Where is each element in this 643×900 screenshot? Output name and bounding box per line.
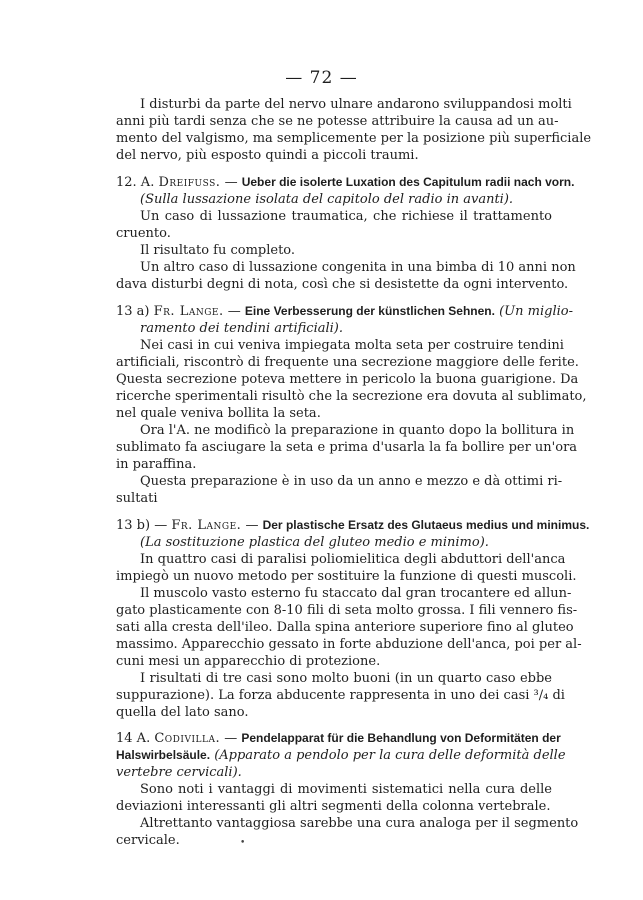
entry-title: Eine Verbesserung der künstlichen Sehnen. (244, 304, 495, 318)
entry-14-heading-cont (116, 747, 566, 764)
entry-dash: — (245, 518, 259, 533)
ink-speck: • (240, 838, 246, 848)
entry-13b-heading (116, 517, 590, 534)
paragraph-line: Nei casi in cui veniva impiegata molta seta per costruire tendini (140, 338, 564, 353)
entry-translation: (La sostituzione plastica del gluteo medio e minimo). (140, 535, 489, 550)
paragraph-line: cuni mesi un apparecchio di protezione. (116, 654, 381, 669)
entry-author: Dreifuss. (158, 175, 221, 190)
entry-number: 13 b) — (116, 518, 168, 533)
entry-title: Der plastische Ersatz des Glutaeus medius und minimus. (262, 518, 590, 532)
paragraph-line: Sono noti i vantaggi di movimenti sistematici nella cura delle (140, 782, 552, 797)
entry-author: Codivilla. (154, 731, 221, 746)
paragraph-line: Un altro caso di lussazione congenita in una bimba di 10 anni non (140, 260, 576, 275)
paragraph-line: ricerche sperimentali risultò che la secrezione era dovuta al sublimato, (116, 389, 587, 404)
paragraph-line: cruento. (116, 226, 171, 241)
paragraph-line: mento del valgismo, ma semplicemente per la posizione più superficiale (116, 131, 592, 146)
paragraph-line: In quattro casi di paralisi poliomielitica degli abduttori dell'anca (140, 552, 566, 567)
entry-translation: ramento dei tendini artificiali). (140, 321, 344, 336)
paragraph-line: Altrettanto vantaggiosa sarebbe una cura analoga per il segmento (140, 816, 579, 831)
paragraph-line: sati alla cresta dell'ileo. Dalla spina anteriore superiore fino al gluteo (116, 620, 574, 635)
entry-dash: — (224, 731, 238, 746)
entry-dash: — (224, 175, 238, 190)
paragraph-line: in paraffina. (116, 457, 197, 472)
paragraph-line: deviazioni interessanti gli altri segmenti della colonna vertebrale. (116, 799, 551, 814)
entry-title: Pendelapparat für die Behandlung von Deformitäten der (241, 731, 561, 745)
paragraph-line: nel quale veniva bollita la seta. (116, 406, 321, 421)
entry-13a-heading (116, 303, 573, 320)
entry-translation: (Un miglio- (499, 304, 573, 319)
entry-translation: (Apparato a pendolo per la cura delle deformità delle (214, 748, 566, 763)
paragraph-line: gato plasticamente con 8-10 fili di seta molto grossa. I fili vennero fis- (116, 603, 578, 618)
entry-title: Ueber die isolerte Luxation des Capitulum radii nach vorn. (241, 175, 575, 189)
entry-12-heading (116, 174, 575, 191)
paragraph-line: anni più tardi senza che se ne potesse attribuire la causa ad un au- (116, 114, 559, 129)
entry-number: 12. A. (116, 175, 155, 190)
entry-dash: — (227, 304, 241, 319)
paragraph-line: artificiali, riscontrò di frequente una secrezione maggiore delle ferite. (116, 355, 579, 370)
page-number: — 72 — (285, 68, 358, 88)
entry-author: Fr. Lange. (153, 304, 224, 319)
paragraph-line: Ora l'A. ne modificò la preparazione in quanto dopo la bollitura in (140, 423, 575, 438)
entry-number: 14 A. (116, 731, 151, 746)
paragraph-line: sultati (116, 491, 158, 506)
paragraph-line: Il muscolo vasto esterno fu staccato dal gran trocantere ed allun- (140, 586, 572, 601)
paragraph-line: Il risultato fu completo. (140, 243, 296, 258)
entry-14-heading (116, 730, 561, 747)
paragraph-line: I disturbi da parte del nervo ulnare andarono sviluppandosi molti (140, 97, 572, 112)
paragraph-line: I risultati di tre casi sono molto buoni (in un quarto caso ebbe (140, 671, 552, 686)
paragraph-line: impiegò un nuovo metodo per sostituire la funzione di questi muscoli. (116, 569, 577, 584)
paragraph-line: sublimato fa asciugare la seta e prima d'usarla la fa bollire per un'ora (116, 440, 578, 455)
entry-author: Fr. Lange. (171, 518, 242, 533)
paragraph-line: massimo. Apparecchio gessato in forte abduzione dell'anca, poi per al- (116, 637, 582, 652)
paragraph-line: suppurazione). La forza abducente rappresenta in uno dei casi ³/₄ di (116, 688, 565, 703)
paragraph-line: Un caso di lussazione traumatica, che richiese il trattamento (140, 209, 552, 224)
entry-translation: (Sulla lussazione isolata del capitolo del radio in avanti). (140, 192, 514, 207)
entry-translation: vertebre cervicali). (116, 765, 242, 780)
paragraph-line: quella del lato sano. (116, 705, 249, 720)
paragraph-line: Questa secrezione poteva mettere in pericolo la buona guarigione. Da (116, 372, 579, 387)
paragraph-line: dava disturbi degni di nota, così che si desistette da ogni intervento. (116, 277, 569, 292)
entry-number: 13 a) (116, 304, 150, 319)
paragraph-line: cervicale. (116, 833, 180, 848)
entry-title: Halswirbelsäule. (116, 748, 211, 762)
paragraph-line: Questa preparazione è in uso da un anno e mezzo e dà ottimi ri- (140, 474, 563, 489)
paragraph-line: del nervo, più esposto quindi a piccoli traumi. (116, 148, 419, 163)
